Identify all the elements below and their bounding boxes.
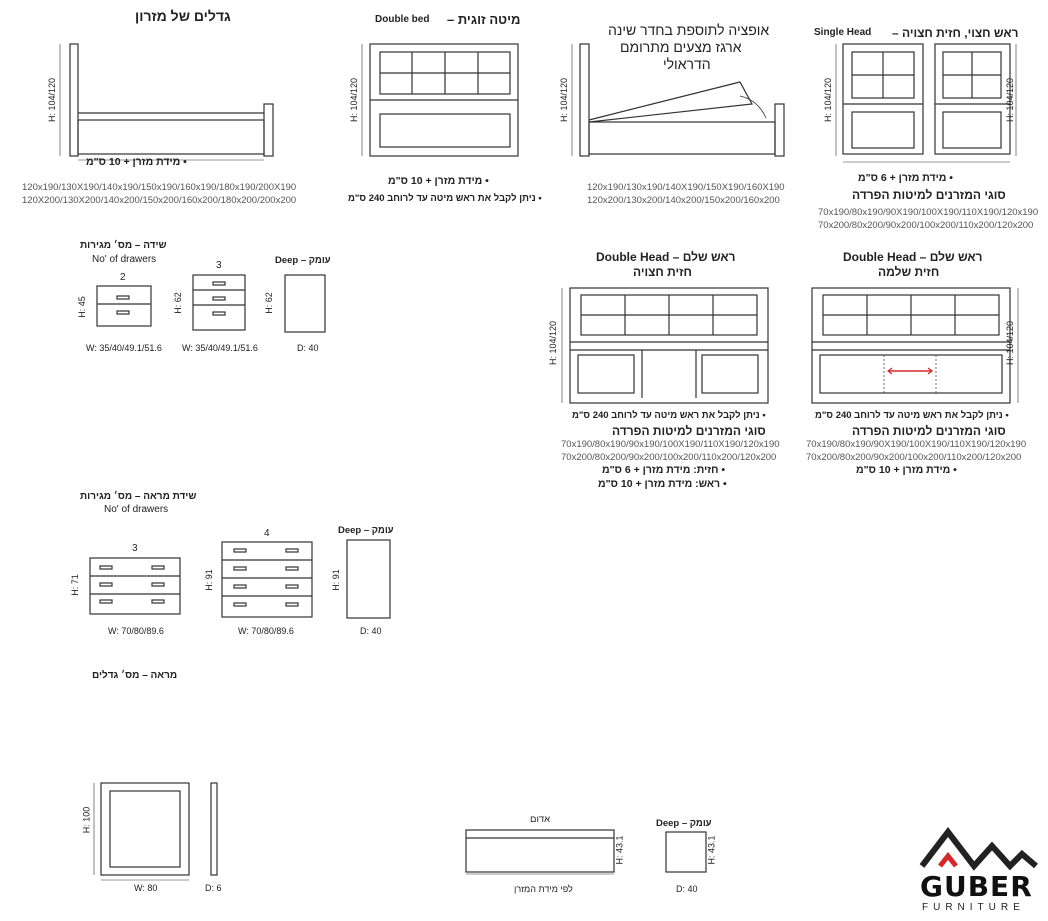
nightstand-count-a: 2 [120, 272, 126, 283]
mirror-w: W: 80 [134, 883, 158, 893]
double-head-half-note1: • ניתן לקבל את ראש מיטה עד לרוחב 240 ס"מ [572, 410, 766, 421]
mattress-note: • מידת מזרן + 10 ס"מ [86, 156, 187, 168]
nightstand-w-a: W: 35/40/49.1/51.6 [86, 343, 162, 353]
nightstand-d: D: 40 [297, 343, 319, 353]
mattress-sizes-line1: 120x190/130X190/140x190/150x190/160x190/180x190/200X190 [22, 182, 297, 193]
mirror-title: מראה – מס׳ גדלים [92, 670, 178, 681]
mattress-sizes-title: גדלים של מזרון [135, 8, 231, 24]
dresser-d: D: 40 [360, 626, 382, 636]
dresser-count-a: 3 [132, 543, 138, 554]
double-bed-title-en: Double bed [375, 14, 430, 25]
double-head-half-note3: • חזית: מידת מזרן + 6 ס"מ [602, 464, 726, 476]
single-head-note1: • מידת מזרן + 6 ס"מ [858, 172, 953, 184]
single-head-title: ראש חצוי, חזית חצויה – [892, 26, 1019, 40]
nightstand-title: שידה – מס׳ מגירות [80, 240, 167, 251]
double-bed-note1: • מידת מזרן + 10 ס"מ [388, 175, 489, 187]
single-head-height-right: H: 104/120 [1005, 77, 1016, 123]
single-head-title-en: Single Head [814, 27, 872, 38]
logo-mountains-icon [918, 826, 1040, 874]
dresser-w-b: W: 70/80/89.6 [238, 626, 294, 636]
mirror-h: H: 100 [81, 806, 92, 834]
mirror-drawing [94, 783, 217, 880]
double-head-full-note3: • מידת מזרן + 10 ס"מ [856, 464, 957, 476]
dresser-count-b: 4 [264, 528, 270, 539]
double-head-half-title: Double Head – ראש שלם [596, 250, 736, 264]
logo-sub: FURNITURE [922, 902, 1025, 913]
double-head-half-note4: • ראש: מידת מזרן + 10 ס"מ [598, 478, 727, 490]
dresser-title-en: No' of drawers [104, 504, 169, 515]
bench-note: לפי מידת המזרן [514, 884, 573, 894]
nightstand-h-c: H: 62 [263, 292, 274, 314]
double-head-full-drawing [812, 288, 1018, 403]
double-head-full-sizes-line2: 70x200/80x200/90x200/100x200/110x200/120x200 [806, 452, 1022, 463]
single-head-drawing [836, 44, 1016, 162]
mattress-sizes-line2: 120X200/130X200/140x200/150x200/160x200/180x200/200x200 [22, 195, 297, 206]
bench-deep-label: Deep – עומק [656, 818, 712, 829]
dresser-w-a: W: 70/80/89.6 [108, 626, 164, 636]
dresser-h-a: H: 71 [69, 574, 80, 596]
dresser-h-c: H: 91 [330, 569, 341, 591]
double-bed-height: H: 104/120 [349, 77, 360, 123]
double-head-half-drawing [562, 288, 768, 403]
nightstand-h-b: H: 62 [172, 292, 183, 314]
double-head-half-title2: חזית חצויה [633, 265, 692, 279]
double-head-full-height: H: 104/120 [1005, 320, 1016, 366]
single-head-note2: סוגי המזרנים למיטות הפרדה [852, 188, 1006, 202]
bench-drawing [466, 830, 706, 874]
single-head-sizes-line2: 70x200/80x200/90x200/100x200/110x200/120x200 [818, 220, 1034, 231]
double-head-half-sizes-line2: 70x200/80x200/90x200/100x200/110x200/120x200 [561, 452, 777, 463]
bench-h: H: 43.1 [614, 835, 625, 865]
double-head-full-sizes-line1: 70x190/80x190/90X190/100X190/110X190/120x190 [806, 439, 1027, 450]
double-head-full-title: Double Head – ראש שלם [843, 250, 983, 264]
nightstand-count-b: 3 [216, 260, 222, 271]
bench-title: אדום [530, 814, 551, 825]
dresser-h-b: H: 91 [203, 569, 214, 591]
nightstand-w-b: W: 35/40/49.1/51.6 [182, 343, 258, 353]
double-head-half-sizes-line1: 70x190/80x190/90x190/100X190/110X190/120x190 [561, 439, 780, 450]
bench-h2: H: 43.1 [706, 835, 717, 865]
nightstand-drawings [97, 275, 325, 332]
guber-logo [918, 826, 1040, 918]
storage-height: H: 104/120 [559, 77, 570, 123]
storage-sizes-line1: 120x190/130x190/140X190/150X190/160X190 [587, 182, 785, 193]
double-head-full-note2: סוגי המזרנים למיטות הפרדה [852, 424, 1006, 438]
double-bed-note2: • ניתן לקבל את ראש מיטה עד לרוחב 240 ס"מ [348, 193, 542, 204]
logo-name: GUBER [920, 870, 1033, 903]
double-head-full-title2: חזית שלמה [878, 265, 940, 279]
storage-sizes-line2: 120x200/130x200/140x200/150x200/160x200 [587, 195, 780, 206]
double-head-half-height: H: 104/120 [548, 320, 559, 366]
storage-line1: אופציה לתוספת בחדר שינה [608, 22, 770, 38]
nightstand-title-en: No' of drawers [92, 254, 157, 265]
nightstand-h-a: H: 45 [76, 296, 87, 318]
storage-line2: ארגז מצעים מתרומם [620, 39, 742, 55]
mattress-height-label: H: 104/120 [47, 77, 58, 123]
double-head-full-note1: • ניתן לקבל את ראש מיטה עד לרוחב 240 ס"מ [815, 410, 1009, 421]
mirror-d: D: 6 [205, 883, 222, 893]
nightstand-deep-label: Deep – עומק [275, 255, 331, 266]
double-head-half-note2: סוגי המזרנים למיטות הפרדה [612, 424, 766, 438]
double-bed-drawing [362, 44, 518, 156]
dresser-title: שידת מראה – מס׳ מגירות [80, 491, 197, 502]
bench-d: D: 40 [676, 884, 698, 894]
double-bed-title: מיטה זוגית – [447, 12, 521, 27]
bed-side-drawing [60, 44, 273, 160]
single-head-sizes-line1: 70x190/80x190/90X190/100X190/110X190/120x190 [818, 207, 1039, 218]
storage-line3: הדראולי [663, 56, 711, 72]
single-head-height-left: H: 104/120 [823, 77, 834, 123]
dresser-deep-label: Deep – עומק [338, 525, 394, 536]
